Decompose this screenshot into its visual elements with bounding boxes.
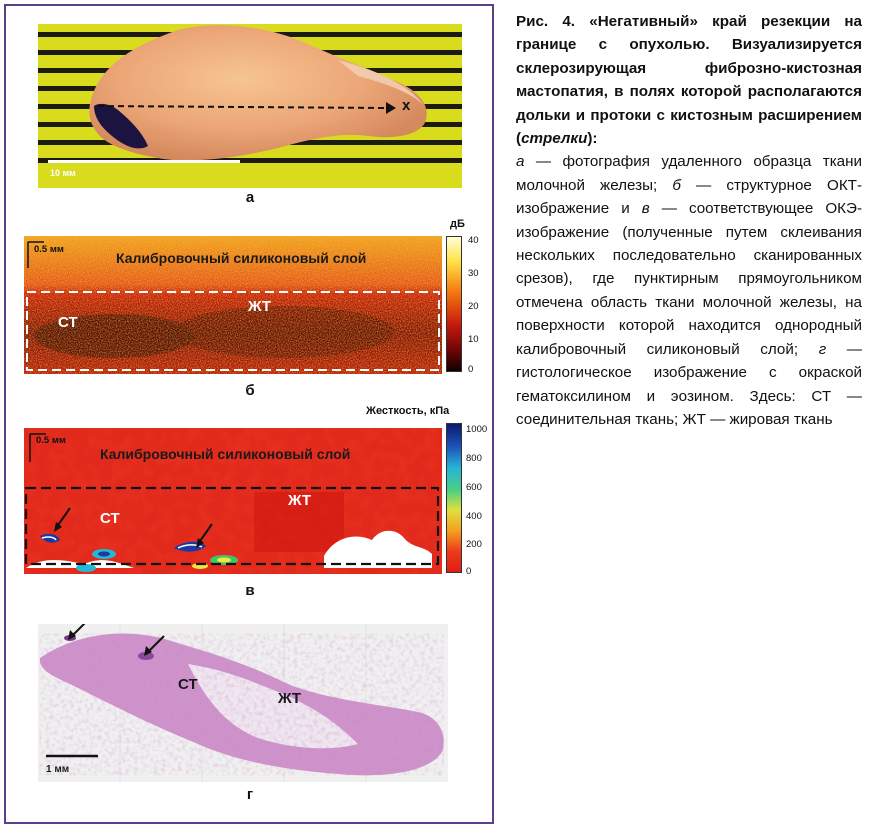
region-label-ct: СТ — [178, 676, 198, 693]
colorbar-db — [446, 236, 462, 372]
panel-label-c: в — [245, 582, 255, 599]
region-label-ct: СТ — [58, 314, 78, 331]
oct-image-panel-b — [24, 236, 442, 374]
region-label-zht: ЖТ — [278, 690, 302, 707]
layer-label: Калибровочный силиконовый слой — [100, 446, 351, 462]
caption-title: Рис. 4. «Негативный» край резекции на границе с опухолью. Визуализируется склерозирующая фиброзно-кистозная мастопатия, в полях которой располагаются дольки и протоки с кистозным расширением (стрелки): — [516, 13, 862, 148]
colorbar-tick: 200 — [466, 539, 482, 550]
region-label-ct: СТ — [100, 510, 120, 527]
oce-image-panel-c — [24, 428, 442, 574]
colorbar-tick: 20 — [468, 301, 479, 312]
marker-x: x — [402, 97, 411, 114]
histology-panel-d — [38, 624, 448, 782]
colorbar-tick: 0 — [466, 566, 472, 577]
photo-panel-a — [38, 24, 462, 188]
colorbar-tick: 30 — [468, 268, 479, 279]
region-label-zht: ЖТ — [248, 298, 272, 315]
scale-bar-label: 0.5 мм — [36, 435, 66, 446]
scale-bar-label: 1 мм — [46, 764, 70, 775]
colorbar-tick: 800 — [466, 453, 482, 464]
colorbar-tick: 600 — [466, 482, 482, 493]
scale-bar-label: 10 мм — [50, 168, 76, 178]
colorbar-tick: 0 — [468, 364, 474, 375]
layer-label: Калибровочный силиконовый слой — [116, 250, 367, 266]
tissue-specimen — [38, 24, 462, 188]
colorbar-tick: 400 — [466, 511, 482, 522]
histology-image — [38, 624, 448, 782]
colorbar-title: дБ — [450, 218, 465, 230]
colorbar-tick: 1000 — [466, 424, 488, 435]
scale-bar-label: 0.5 мм — [34, 244, 64, 255]
colorbar-stiffness — [446, 423, 462, 573]
colorbar-title: Жесткость, кПа — [366, 405, 450, 417]
figure-caption — [516, 10, 862, 431]
panel-label-a: а — [245, 189, 255, 206]
colorbar-tick: 40 — [468, 235, 479, 246]
caption-body: а — фотография удаленного образца ткани молочной железы; б — структурное ОКТ-изображение и в — соответствующее ОКЭ-изображение (полученные путем склеивания нескольких последовательно сканированных срезов), где пунктирным прямоугольником отмечена область ткани молочной железы, на поверхности которой находится однородный калибровочный силиконовый слой; г — гистологическое изображение с окраской гематоксилином и эозином. Здесь: СТ — соединительная ткань; ЖТ — жировая ткань — [516, 153, 863, 428]
colorbar-tick: 10 — [468, 334, 479, 345]
panel-label-b: б — [245, 382, 255, 399]
panel-label-d: г — [246, 786, 254, 803]
region-label-zht: ЖТ — [288, 492, 312, 509]
scale-bar — [48, 160, 240, 163]
